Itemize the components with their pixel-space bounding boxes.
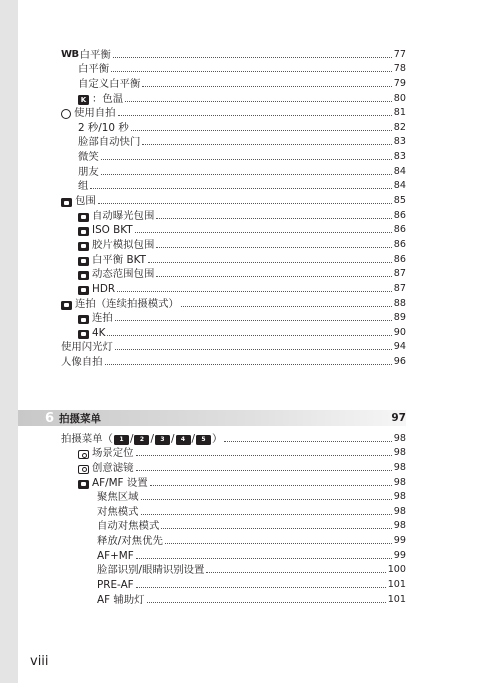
toc-entry-label: 白平衡: [78, 63, 110, 76]
toc-entry-label: HDR: [92, 282, 116, 295]
dr-bracket-icon: [78, 271, 89, 280]
filter-icon: [78, 465, 89, 474]
toc-entry[interactable]: [61, 75, 406, 90]
toc-entry[interactable]: [61, 445, 406, 460]
toc-entry-label: 自动曝光包围: [92, 209, 155, 222]
toc-entry[interactable]: [61, 489, 406, 504]
toc-entry-label: 胶片模拟包围: [92, 238, 155, 251]
toc-page-number: 86: [393, 209, 406, 221]
toc-entry-label: 释放/对焦优先: [97, 535, 163, 548]
dot-leader: [101, 159, 392, 160]
toc-page-number: 86: [393, 238, 406, 250]
toc-entry-label: 对焦模式: [97, 505, 139, 518]
toc-page-number: 100: [387, 564, 406, 576]
toc-entry-label: 白平衡: [79, 48, 111, 61]
toc-entry-label: 白平衡 BKT: [92, 253, 146, 266]
toc-entry[interactable]: [61, 339, 406, 354]
section-title: 拍摄菜单: [59, 412, 101, 425]
dot-leader: [135, 232, 392, 233]
toc-entry-label: AF/MF 设置: [92, 476, 148, 489]
toc-entry[interactable]: [61, 236, 406, 251]
separator: /: [129, 432, 134, 445]
tab-5-icon: 5: [196, 435, 211, 445]
dot-leader: [142, 144, 391, 145]
dot-leader: [156, 247, 391, 248]
toc-page-number: 98: [393, 447, 406, 459]
toc-entry[interactable]: [61, 251, 406, 266]
toc-entry-label: 使用自拍: [74, 107, 116, 120]
toc-page-number: 79: [393, 77, 406, 89]
toc-entry[interactable]: [61, 119, 406, 134]
dot-leader: [107, 335, 391, 336]
section-number: 6: [45, 410, 55, 426]
dot-leader: [101, 174, 392, 175]
toc-entry-label: 聚焦区域: [97, 491, 139, 504]
toc-entry-label: 2 秒/10 秒: [78, 121, 129, 134]
separator: /: [170, 432, 175, 445]
dot-leader: [136, 455, 392, 456]
toc-page-number: 98: [393, 432, 406, 444]
toc-page-number: 82: [393, 121, 406, 133]
toc-page-number: 101: [387, 579, 406, 591]
toc-entry[interactable]: [61, 222, 406, 237]
dot-leader: [98, 203, 392, 204]
toc-page-number: 83: [393, 136, 406, 148]
dot-leader: [90, 188, 391, 189]
toc-entry[interactable]: [61, 280, 406, 295]
toc-entry-shooting-menu[interactable]: [61, 430, 406, 445]
separator: /: [150, 432, 154, 445]
film-bracket-icon: [78, 242, 89, 251]
dot-leader: [142, 86, 391, 87]
af-mf-icon: [78, 480, 89, 489]
toc-page-number: 94: [393, 341, 406, 353]
dot-leader: [148, 262, 392, 263]
side-margin-bar: [0, 0, 18, 683]
toc-entry-label: ISO BKT: [92, 224, 133, 237]
toc-bottom: [61, 430, 406, 606]
toc-entry[interactable]: [61, 178, 406, 193]
4k-icon: [78, 330, 89, 339]
toc-entry-label: 4K: [92, 326, 106, 339]
toc-page-number: 99: [393, 535, 406, 547]
toc-entry[interactable]: [61, 591, 406, 606]
dot-leader: [141, 514, 392, 515]
dot-leader: [115, 349, 392, 350]
toc-page-number: 87: [393, 282, 406, 294]
toc-page-number: 78: [393, 63, 406, 75]
toc-page-number: 90: [393, 326, 406, 338]
scene-icon: [78, 450, 89, 459]
toc-page-number: 84: [393, 180, 406, 192]
toc-top: [61, 46, 406, 368]
dot-leader: [131, 130, 392, 131]
dot-leader: [150, 485, 392, 486]
toc-entry[interactable]: [61, 503, 406, 518]
toc-entry-label: 使用闪光灯: [61, 341, 113, 354]
toc-page-number: 98: [393, 520, 406, 532]
dot-leader: [161, 528, 391, 529]
dot-leader: [136, 558, 392, 559]
wb-icon: WB: [61, 48, 79, 60]
toc-entry-label: AF+MF: [97, 549, 134, 562]
toc-entry[interactable]: [61, 532, 406, 547]
toc-page-number: 98: [393, 461, 406, 473]
toc-entry[interactable]: [61, 61, 406, 76]
self-timer-icon: [61, 109, 71, 119]
separator: /: [191, 432, 196, 445]
toc-entry[interactable]: [61, 163, 406, 178]
toc-entry-label: 组: [78, 180, 89, 193]
toc-page-number: 87: [393, 268, 406, 280]
tab-1-icon: 1: [114, 435, 129, 445]
toc-page-number: 84: [393, 165, 406, 177]
dot-leader: [118, 115, 392, 116]
toc-entry[interactable]: [61, 518, 406, 533]
toc-entry[interactable]: [61, 134, 406, 149]
dot-leader: [113, 57, 392, 58]
continuous-icon: [78, 315, 89, 324]
toc-entry[interactable]: [61, 90, 406, 105]
toc-entry-label: 自定义白平衡: [78, 77, 141, 90]
dot-leader: [125, 101, 392, 102]
dot-leader: [165, 543, 392, 544]
toc-page-number: 77: [393, 48, 406, 60]
dot-leader: [105, 364, 392, 365]
toc-entry[interactable]: [61, 547, 406, 562]
dot-leader: [147, 602, 386, 603]
toc-entry-label: ：色温: [92, 92, 124, 105]
dot-leader: [111, 71, 392, 72]
wb-bracket-icon: [78, 257, 89, 266]
toc-entry[interactable]: [61, 576, 406, 591]
toc-page-number: 98: [393, 505, 406, 517]
toc-entry[interactable]: [61, 459, 406, 474]
continuous-icon: [61, 301, 72, 310]
dot-leader: [136, 587, 386, 588]
toc-entry-label: 人像自拍: [61, 356, 103, 369]
toc-entry[interactable]: [61, 192, 406, 207]
toc-entry-label: 连拍: [92, 312, 113, 325]
dot-leader: [117, 291, 392, 292]
toc-entry[interactable]: [61, 324, 406, 339]
toc-page-number: 83: [393, 151, 406, 163]
toc-page-number: 98: [393, 476, 406, 488]
toc-entry[interactable]: [61, 310, 406, 325]
toc-entry[interactable]: [61, 105, 406, 120]
dot-leader: [156, 276, 391, 277]
toc-page-number: 86: [393, 224, 406, 236]
toc-entry-label: 微笑: [78, 151, 99, 164]
toc-entry-label: PRE-AF: [97, 579, 134, 592]
toc-page-number: 86: [393, 253, 406, 265]
toc-page-number: 98: [393, 491, 406, 503]
toc-entry-label: 创意滤镜: [92, 461, 134, 474]
toc-entry-label: 场景定位: [92, 447, 134, 460]
toc-entry-label: 包围: [75, 195, 96, 208]
hdr-icon: [78, 286, 89, 295]
iso-bracket-icon: [78, 227, 89, 236]
shooting-menu-suffix: ）: [212, 432, 223, 445]
toc-page-number: 89: [393, 312, 406, 324]
toc-page-number: 88: [393, 297, 406, 309]
dot-leader: [136, 470, 392, 471]
toc-entry-label: 脸部识别/眼睛识别设置: [97, 564, 205, 577]
dot-leader: [224, 441, 391, 442]
toc-entry-label: 连拍（连续拍摄模式）: [75, 297, 179, 310]
toc-entry-label: AF 辅助灯: [97, 593, 145, 606]
toc-page-number: 85: [393, 195, 406, 207]
toc-page-number: 101: [387, 593, 406, 605]
toc-entry-label: 自动对焦模式: [97, 520, 160, 533]
toc-entry[interactable]: [61, 266, 406, 281]
tab-4-icon: 4: [176, 435, 191, 445]
k-icon: K: [78, 95, 89, 105]
toc-entry[interactable]: [61, 474, 406, 489]
toc-entry[interactable]: [61, 207, 406, 222]
toc-entry[interactable]: [61, 148, 406, 163]
toc-page-number: 99: [393, 549, 406, 561]
ae-bracket-icon: [78, 213, 89, 222]
dot-leader: [115, 320, 392, 321]
toc-page-number: 80: [393, 92, 406, 104]
tab-3-icon: 3: [155, 435, 170, 445]
bracket-icon: [61, 198, 72, 207]
section-header[interactable]: [18, 410, 406, 426]
tab-2-icon: 2: [134, 435, 149, 445]
section-page: 97: [391, 412, 406, 424]
dot-leader: [181, 306, 392, 307]
toc-page-number: 96: [393, 356, 406, 368]
footer-page-label: viii: [30, 654, 49, 669]
toc-entry-label: 脸部自动快门: [78, 136, 141, 149]
toc-entry-label: 朋友: [78, 165, 99, 178]
toc-entry[interactable]: [61, 295, 406, 310]
toc-entry-label: 动态范围包围: [92, 268, 155, 281]
dot-leader: [156, 218, 391, 219]
toc-entry[interactable]: [61, 46, 406, 61]
toc-page-number: 81: [393, 107, 406, 119]
toc-entry[interactable]: [61, 353, 406, 368]
dot-leader: [206, 572, 385, 573]
dot-leader: [141, 499, 392, 500]
toc-entry[interactable]: [61, 562, 406, 577]
shooting-menu-prefix: 拍摄菜单（: [61, 432, 113, 445]
